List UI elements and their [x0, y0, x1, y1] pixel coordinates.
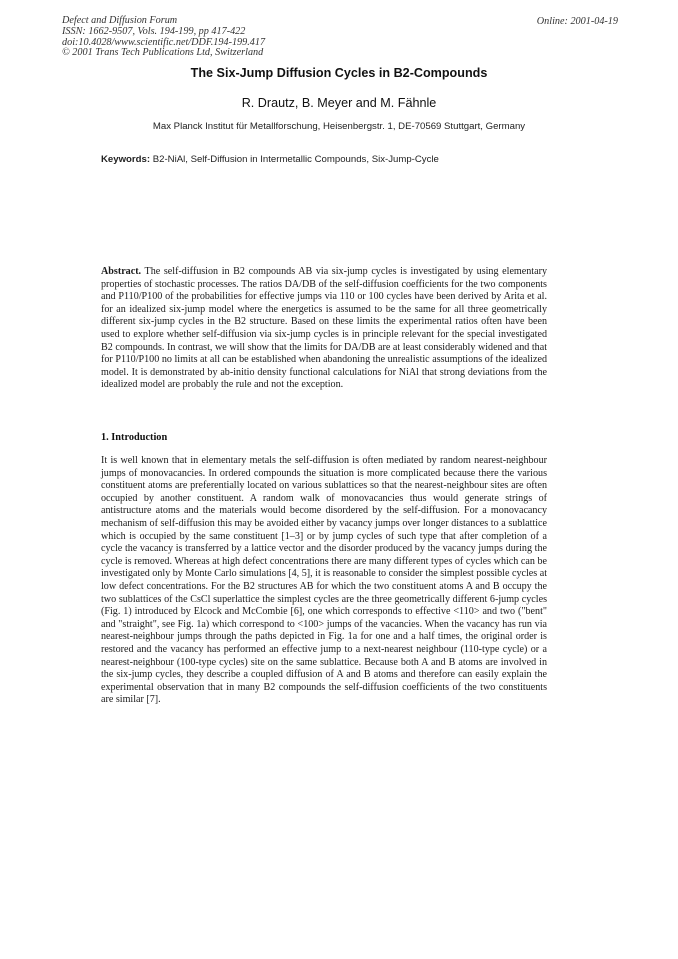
journal-name: Defect and Diffusion Forum [62, 15, 178, 26]
paper-authors: R. Drautz, B. Meyer and M. Fähnle [241, 96, 437, 110]
section-heading: 1. Introduction [101, 432, 168, 443]
abstract-paragraph [101, 266, 547, 392]
journal-header [62, 16, 265, 59]
online-date: Online: 2001-04-19 [536, 16, 618, 27]
keywords-label: Keywords: [101, 154, 151, 165]
journal-copyright: © 2001 Trans Tech Publications Ltd, Switzerland [62, 47, 264, 59]
keywords-line [101, 154, 439, 165]
abstract-text: The self-diffusion in B2 compounds AB via six-jump cycles is investigated by using elementary properties of stochastic processes. The ratios DA/DB of the self-diffusion coefficients for the two components and P110/P100 of the probabilities for effective jumps via 110 or 100 cycles have been derived by Arita et al. for an idealized six-jump model where the energetics is assumed to be the same for all three geometrically different six-jump cycles in the B2 structure. Based on these limits the experimental ratios often have been used to explore whether self-diffusion via six-jump cycles is in principle relevant for the special investigated B2 compounds. In contrast, we will show that the limits for DA/DB are at least considerably widened and that for P110/P100 no limits at all can be established when abandoning the unrealistic assumptions of the idealized model. It is demonstrated by ab-initio density functional calculations for NiAl that strong deviations from the idealized model are probably the rule and not the exception. [101, 266, 547, 391]
journal-doi: doi:10.4028/www.scientific.net/DDF.194-199.417 [62, 36, 266, 48]
introduction-paragraph: It is well known that in elementary metals the self-diffusion is often mediated by random nearest-neighbour jumps of monovacancies. In ordered compounds the situation is more complicated because there the various constituent atoms are preferentially located on various sublattices so that the nearest-neighbour sites are often occupied by another constituent. A random walk of monovacancies thus would generate strings of antistructure atoms and the materials would become disordered by the self-diffusion. For a monovacancy mechanism of self-diffusion this may be avoided either by vacancy jumps over longer distances to a sublattice which is occupied by the same constituent [1–3] or by jump cycles of such type that after completion of a cycle the vacancy is transferred by a lattice vector and the disorder produced by the vacancy jumps during the cycle is removed. Whereas at high defect concentrations there are many different types of cycles which can be investigated only by Monte Carlo simulations [4, 5], it is reasonable to consider the simplest possible cycles at low defect concentrations. For the B2 structures AB for which the two constituent atoms A and B occupy the two sublattices of the CsCl superlattice the simplest cycles are the three geometrically different 6-jump cycles (Fig. 1) introduced by Elcock and McCombie [6], one which corresponds to effective <110> and two ("bent" and "straight", see Fig. 1a) which correspond to <100> jumps of the vacancies. When the vacancy has run via nearest-neighbour jumps through the paths depicted in Fig. 1a for one and a half times, the original order is restored and the vacancy has performed an effective jump to a next-nearest neighbour (110-type cycle) or a nearest-neighbour (100-type cycles) site on the same sublattice. Because both A and B atoms are involved in the six-jump cycles, they describe a coupled diffusion of A and B atoms and therefore can easily explain the experimental observation that in many B2 compounds the self-diffusion coefficients of the two constituents are similar [7]. [101, 455, 548, 706]
paper-title: The Six-Jump Diffusion Cycles in B2-Compounds [190, 66, 488, 80]
paper-affiliation: Max Planck Institut für Metallforschung, Heisenbergstr. 1, DE-70569 Stuttgart, Germany [152, 121, 526, 132]
keywords-text: B2-NiAl, Self-Diffusion in Intermetallic Compounds, Six-Jump-Cycle [152, 154, 439, 165]
journal-issn: ISSN: 1662-9507, Vols. 194-199, pp 417-422 [62, 25, 246, 37]
abstract-label: Abstract. [101, 266, 142, 277]
